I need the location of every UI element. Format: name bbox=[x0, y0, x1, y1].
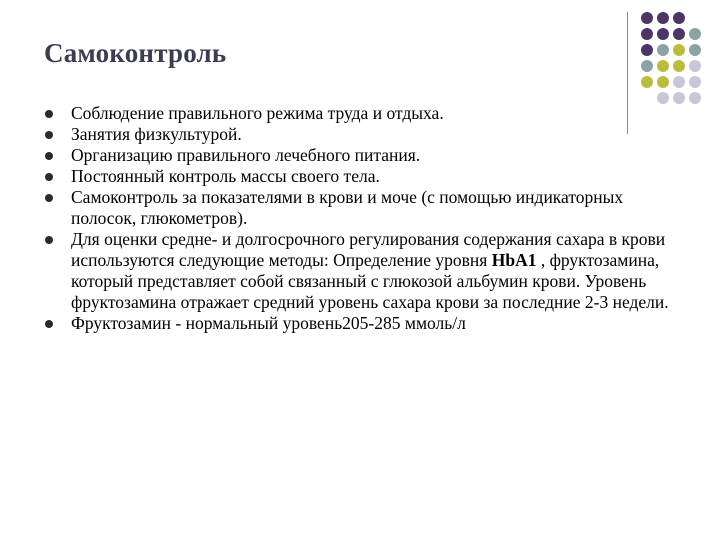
bullet-icon bbox=[45, 173, 53, 181]
decorative-dot bbox=[641, 12, 653, 24]
bullet-icon bbox=[45, 152, 53, 160]
list-item bbox=[44, 229, 684, 313]
list-item-text: Постоянный контроль массы своего тела. bbox=[71, 166, 380, 186]
list-item bbox=[44, 103, 684, 124]
bullet-list bbox=[44, 103, 684, 334]
decorative-dot bbox=[673, 28, 685, 40]
decorative-dot bbox=[689, 76, 701, 88]
decorative-dot bbox=[641, 28, 653, 40]
text-part: , фруктозамина, который представляет собой связанный с глюкозой альбумин крови. Уровень фруктозамина отражает средний уровень сахара крови за последние 2-3 недели. bbox=[71, 250, 669, 312]
decorative-dot bbox=[657, 12, 669, 24]
list-item-text: Фруктозамин - нормальный уровень205-285 ммоль/л bbox=[71, 313, 466, 333]
list-item bbox=[44, 187, 684, 229]
list-item bbox=[44, 124, 684, 145]
slide-title: Самоконтроль bbox=[44, 38, 227, 68]
list-item-text: Соблюдение правильного режима труда и отдыха. bbox=[71, 103, 444, 123]
list-item-text bbox=[71, 229, 684, 313]
list-item bbox=[44, 166, 684, 187]
decorative-dot bbox=[689, 28, 701, 40]
decorative-dot bbox=[673, 12, 685, 24]
decorative-dot bbox=[657, 44, 669, 56]
bullet-icon bbox=[45, 320, 53, 328]
text-part: Для оценки средне- и долгосрочного регулирования содержания сахара в крови используются следующие методы: Определение уровня bbox=[71, 229, 666, 270]
decorative-dot bbox=[641, 76, 653, 88]
decorative-dot bbox=[641, 44, 653, 56]
decorative-dot bbox=[673, 60, 685, 72]
decorative-dot bbox=[673, 44, 685, 56]
decorative-dot bbox=[657, 28, 669, 40]
hba1c-term: HbA1 bbox=[491, 250, 537, 270]
decorative-dot bbox=[673, 76, 685, 88]
list-item bbox=[44, 145, 684, 166]
decorative-dot bbox=[657, 76, 669, 88]
decorative-dot bbox=[689, 60, 701, 72]
bullet-icon bbox=[45, 131, 53, 139]
decorative-dot bbox=[641, 60, 653, 72]
list-item bbox=[44, 313, 684, 334]
bullet-icon bbox=[45, 194, 53, 202]
list-item-text: Самоконтроль за показателями в крови и моче (с помощью индикаторных полосок, глюкометров). bbox=[71, 187, 624, 228]
decorative-dot bbox=[689, 92, 701, 104]
list-item-text: Занятия физкультурой. bbox=[71, 124, 242, 144]
bullet-icon bbox=[45, 236, 53, 244]
bullet-icon bbox=[45, 110, 53, 118]
list-item-text: Организацию правильного лечебного питания. bbox=[71, 145, 421, 165]
decorative-dot bbox=[657, 60, 669, 72]
decorative-dot bbox=[689, 44, 701, 56]
